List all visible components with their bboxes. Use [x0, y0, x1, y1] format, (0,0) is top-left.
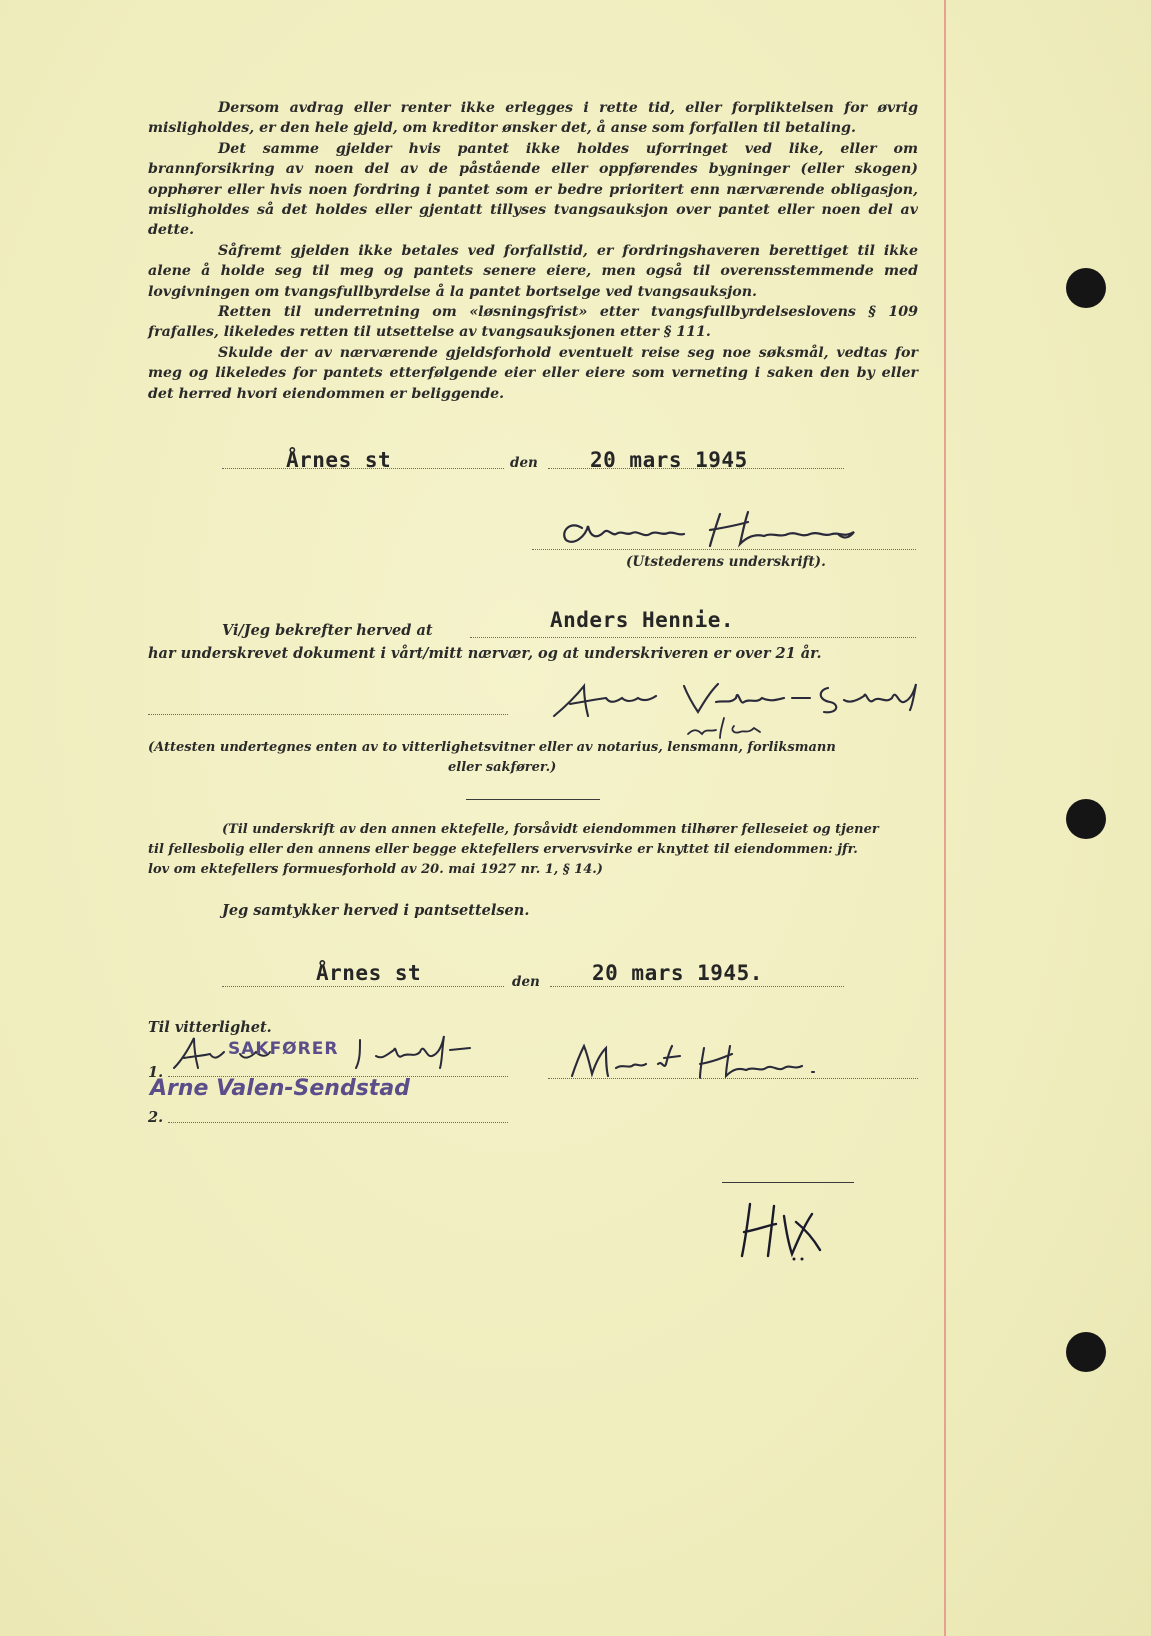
punch-hole-icon — [1066, 1332, 1106, 1372]
witness-heading: Til vitterlighet. — [148, 1019, 272, 1036]
attestation-prefix: Vi/Jeg bekrefter herved at — [222, 622, 433, 639]
terms-paragraph: Det samme gjelder hvis pantet ikke holdes uforringet ved like, eller om brannforsikring av noen del av de påstående eller oppførendes bygninger (eller skogen) opphører eller hvis noen fordring i pantet som er bedre prioritert enn nærværende obligasjon, misligholdes så det holdes eller gjentatt tillyses tvangsauksjon over pantet eller noen del av dette. — [148, 140, 918, 239]
issuer-signature-icon — [552, 506, 888, 554]
place-field: Årnes st — [286, 448, 392, 472]
witness-title — [700, 724, 705, 725]
witness-1-signature-name — [200, 1064, 212, 1065]
attestation-note — [148, 738, 918, 778]
terms-paragraph: Skulde der av nærværende gjeldsforhold eventuelt reise seg noe søksmål, vedtas for meg og likeledes for pantets etterfølgende eier eller eiere som verneting i saken den by eller det herred hvori eiendommen er beliggende. — [148, 344, 918, 402]
attested-name: Anders Hennie. — [550, 608, 735, 632]
witness-1-label: 1. — [148, 1064, 164, 1081]
red-margin-rule — [944, 0, 946, 1636]
spouse-notice-line: til fellesbolig eller den annens eller begge ektefellers ervervsvirke er knyttet til eiendommen: jfr. — [148, 842, 858, 857]
attestation-statement: har underskrevet dokument i vårt/mitt nærvær, og at underskriveren er over 21 år. — [148, 645, 822, 662]
section-divider — [466, 799, 600, 800]
witness-2-label: 2. — [148, 1109, 164, 1126]
signature-caption: (Utstederens underskrift). — [626, 554, 826, 570]
date-field: 20 mars 1945. — [592, 961, 763, 985]
date-field: 20 mars 1945 — [590, 448, 748, 472]
initials-mark-icon — [736, 1196, 830, 1266]
spouse-signature-line — [548, 1078, 918, 1079]
place-field: Årnes st — [316, 961, 422, 985]
initials-rule — [722, 1182, 854, 1183]
consent-statement: Jeg samtykker herved i pantsettelsen. — [222, 902, 530, 919]
punch-hole-icon — [1066, 268, 1106, 308]
witness-line — [148, 714, 508, 715]
signature-line — [532, 549, 916, 550]
spouse-notice-line: (Til underskrift av den annen ektefelle, forsåvidt eiendommen tilhører felleseiet og tjener — [222, 822, 879, 837]
stamp-title: SAKFØRER — [228, 1039, 339, 1059]
terms-paragraph: Retten til underretning om «løsningsfrist» etter tvangsfullbyrdelseslovens § 109 frafalles, likeledes retten til utsettelse av tvangsauksjonen etter § 111. — [148, 304, 918, 341]
terms-text — [148, 98, 918, 404]
place-line — [222, 986, 504, 987]
den-label: den — [512, 974, 540, 990]
witness-2-line — [168, 1122, 508, 1123]
spouse-notice-line: lov om ektefellers formuesforhold av 20. mai 1927 nr. 1, § 14.) — [148, 862, 603, 877]
den-label: den — [510, 455, 538, 471]
terms-paragraph: Dersom avdrag eller renter ikke erlegges i rette tid, eller forpliktelsen for øvrig misligholdes, er den hele gjeld, om kreditor ønsker det, å anse som forfallen til betaling. — [148, 100, 918, 137]
spouse-notice — [148, 820, 918, 880]
stamp-name: Arne Valen-Sendstad — [150, 1076, 410, 1101]
witness-signature-name — [534, 720, 546, 721]
date-line — [550, 986, 844, 987]
attestation-note-line: eller sakfører.) — [448, 760, 557, 775]
attestation-note-line: (Attesten undertegnes enten av to vitterlighetsvitner eller av notarius, lensmann, forliksmann — [148, 740, 836, 755]
punch-hole-icon — [1066, 799, 1106, 839]
terms-paragraph: Såfremt gjelden ikke betales ved forfallstid, er fordringshaveren berettiget til ikke alene å holde seg til meg og pantets senere eiere, men også til overensstemmende med lovgivningen om tvangsfullbyrdelse å la pantet bortselge ved tvangsauksjon. — [148, 242, 918, 300]
spouse-signature-name — [600, 1060, 608, 1061]
attested-name-line — [470, 637, 916, 638]
initials-text — [760, 1230, 762, 1231]
witness-signature-icon — [548, 676, 928, 744]
